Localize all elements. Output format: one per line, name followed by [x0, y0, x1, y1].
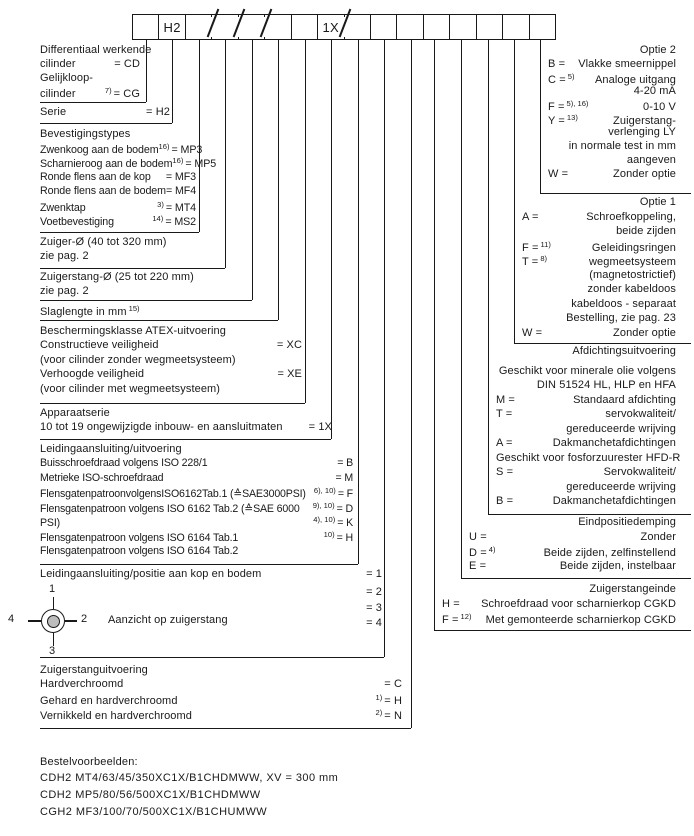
option-row	[40, 708, 402, 723]
section-title: Zuigerstanguitvoering	[40, 664, 148, 676]
example-code: CDH2 MP5/80/56/500XC1X/B1CHDMWW	[40, 788, 261, 801]
section-title: Apparaatserie	[40, 407, 110, 419]
option-row	[469, 531, 676, 546]
option-label: Zuigerstang-Ø (25 tot 220 mm)	[40, 271, 194, 283]
option-row	[496, 365, 676, 380]
option-label: Flensgatenpatroon volgens ISO 6162 Tab.2 (≙SAE 6000	[40, 502, 300, 515]
option-text: kabeldoos - separaat	[571, 297, 676, 310]
section-afdichtingsuitvoering	[496, 345, 681, 510]
option-row	[40, 678, 402, 693]
option-row	[496, 379, 676, 394]
option-code: $^{10)}$ = H	[323, 529, 353, 544]
option-row	[40, 214, 196, 228]
option-code: = 3	[366, 601, 382, 614]
option-row	[469, 545, 676, 560]
option-row	[40, 156, 217, 171]
option-code: A =	[496, 437, 513, 449]
option-code: $^{16)}$ = MP3	[158, 142, 203, 156]
option-text: Beide zijden, instelbaar	[559, 559, 676, 572]
option-label: cilinder	[40, 58, 76, 70]
order-examples	[40, 756, 338, 823]
section-rule	[40, 300, 252, 301]
option-row	[548, 58, 676, 72]
dial-label-3: 3	[49, 645, 56, 657]
section-rule	[40, 403, 305, 404]
section-rule	[40, 728, 411, 729]
option-row	[40, 142, 203, 156]
option-code: T =	[496, 408, 513, 420]
option-code: = C	[384, 678, 402, 690]
option-row	[40, 545, 353, 560]
dial-inner-circle-icon	[47, 615, 60, 628]
option-code: F = $^{11)}$	[522, 239, 551, 254]
option-text: gereduceerde wrijving	[566, 422, 676, 435]
option-code: $^{1)}$ = H	[375, 692, 402, 707]
option-code: $^{6), 10)}$ = F	[313, 486, 353, 501]
option-row	[40, 185, 196, 199]
option-label: Gehard en hardverchroomd	[40, 694, 178, 707]
option-text: Met gemonteerde scharnierkop CGKD	[485, 614, 676, 627]
connector-line	[384, 40, 385, 657]
option-label: PSI)	[40, 517, 61, 530]
code-cell	[396, 15, 422, 39]
section-rule	[40, 123, 172, 124]
option-text: Zonder optie	[613, 326, 676, 339]
connector-line	[331, 40, 332, 439]
section-zuigerstang-diameter	[40, 271, 255, 299]
section-zuiger-diameter	[40, 236, 240, 264]
connector-line	[461, 40, 462, 578]
option-code: F = $^{5), 16)}$	[548, 99, 589, 114]
option-label: Flensgatenpatroon volgens ISO 6164 Tab.1	[40, 531, 239, 544]
option-row	[40, 72, 140, 86]
dial-label-4: 4	[8, 613, 15, 625]
option-row	[522, 254, 676, 269]
section-rule	[40, 564, 358, 565]
option-code: H =	[442, 597, 460, 610]
option-code: $^{4), 10)}$ = K	[313, 515, 353, 530]
option-row	[40, 58, 140, 72]
option-label: Zwenkoog aan de bodem	[40, 144, 159, 156]
option-code: = H2	[146, 106, 170, 118]
option-text: Geschikt voor fosforzuurester HFD-R	[496, 451, 681, 464]
section-cilinder-type	[40, 44, 152, 100]
connector-line	[540, 40, 541, 193]
option-row	[522, 298, 676, 313]
option-row	[522, 211, 676, 226]
option-label: Constructieve veiligheid	[40, 339, 159, 351]
option-label: Zuiger-Ø (40 tot 320 mm)	[40, 236, 167, 248]
option-row	[40, 339, 302, 354]
section-rule	[40, 657, 384, 658]
option-code: = 1X	[308, 421, 332, 433]
option-label: Serie	[40, 106, 67, 118]
option-text: DIN 51524 HL, HLP en HFA	[536, 379, 676, 391]
option-code: = B	[337, 457, 353, 469]
option-text: aangeven	[626, 153, 676, 166]
option-label: Scharnieroog aan de bodem	[40, 158, 173, 171]
option-row	[496, 481, 676, 496]
connector-line	[252, 40, 253, 300]
option-row	[40, 106, 170, 120]
section-title: Optie 2	[639, 44, 676, 56]
option-code: T = $^{8)}$	[522, 254, 548, 268]
option-row	[40, 304, 280, 318]
option-row	[522, 312, 676, 327]
option-text: (magnetostrictief)	[589, 268, 676, 281]
option-row	[548, 140, 676, 154]
option-row	[548, 126, 676, 140]
option-label: 10 tot 19 ongewijzigde inbouw- en aansluitmaten	[40, 421, 283, 433]
option-code: C = $^{5)}$	[548, 71, 575, 86]
option-code: = XE	[277, 368, 302, 381]
option-text: Analoge uitgang	[594, 73, 676, 86]
option-row	[40, 383, 302, 398]
option-row	[496, 394, 676, 409]
section-leidingaansluiting-uitvoering	[40, 443, 353, 559]
option-code: = MF3	[165, 170, 196, 183]
option-row	[40, 271, 255, 285]
option-row	[548, 85, 676, 99]
option-row	[40, 515, 353, 530]
option-text: Bestelling, zie pag. 23	[566, 312, 676, 324]
option-label: Hardverchroomd	[40, 678, 124, 690]
section-atex	[40, 325, 302, 398]
option-text: Zuigerstang-	[613, 114, 676, 127]
connector-line	[514, 40, 515, 343]
option-text: servokwaliteit/	[605, 408, 676, 420]
option-label: Gelijkloop-	[40, 72, 94, 84]
option-row	[40, 486, 353, 501]
option-code: Y = $^{13)}$	[548, 112, 578, 127]
option-row	[40, 368, 302, 383]
option-label: FlensgatenpatroonvolgensISO6162Tab.1 (≙SAE3000PSI)	[40, 488, 306, 501]
option-row	[40, 236, 240, 250]
option-row	[40, 421, 332, 436]
section-title: Bevestigingstypes	[40, 128, 131, 140]
option-label: Zwenktap	[40, 201, 86, 214]
dial-tick-top	[53, 597, 55, 609]
connector-line	[305, 40, 306, 403]
option-code: W =	[548, 167, 569, 180]
option-row	[496, 408, 676, 423]
option-label: (voor cilinder zonder wegmeetsysteem)	[40, 353, 236, 366]
code-cell	[529, 15, 555, 39]
connector-line	[172, 40, 173, 123]
section-optie-1	[522, 196, 676, 341]
option-row	[40, 457, 353, 472]
option-text: 0-10 V	[642, 101, 676, 114]
section-optie-2	[548, 44, 676, 181]
option-text: Zonder	[640, 530, 676, 543]
option-label: Vernikkeld en hardverchroomd	[40, 709, 192, 722]
option-row	[40, 354, 302, 369]
option-label: Buisschroefdraad volgens ISO 228/1	[40, 457, 208, 469]
section-serie	[40, 106, 170, 120]
option-row	[522, 225, 676, 240]
dial-label-2: 2	[81, 613, 88, 625]
option-text: verlenging LY	[608, 126, 676, 139]
section-slaglengte	[40, 304, 280, 318]
option-row	[548, 168, 676, 182]
option-code: $^{14)}$ = MS2	[152, 213, 196, 228]
code-cell	[370, 15, 396, 39]
code-cell	[291, 15, 317, 39]
connector-line	[278, 40, 279, 320]
code-cell: H2	[158, 15, 184, 39]
section-eindpositiedemping	[469, 516, 676, 574]
option-code: $^{7)}$ = CG	[104, 86, 140, 100]
option-code: = 4	[366, 616, 382, 629]
option-code: E =	[469, 559, 487, 572]
example-code: CGH2 MF3/100/70/500XC1X/B1CHUMWW	[40, 805, 268, 818]
option-label: Ronde flens aan de kop	[40, 170, 151, 183]
option-code: = MF4	[165, 185, 197, 198]
section-rule	[514, 343, 691, 344]
option-label: Ronde flens aan de bodem	[40, 185, 166, 198]
option-text: Geschikt voor minerale olie volgens	[498, 364, 676, 377]
option-text: Dakmanchetafdichtingen	[552, 495, 676, 507]
dial-tick-right	[65, 620, 77, 622]
option-label: Voetbevestiging	[40, 215, 114, 228]
connector-line	[488, 40, 489, 514]
option-code: B =	[548, 58, 566, 70]
option-code: $^{9), 10)}$ = D	[312, 500, 353, 515]
dial-tick-left	[28, 620, 41, 622]
code-cell	[423, 15, 449, 39]
option-row	[522, 283, 676, 298]
code-cell: 1X	[317, 15, 343, 39]
option-row	[40, 250, 240, 264]
section-rule	[434, 630, 691, 631]
option-label: cilinder	[40, 88, 76, 100]
section-rule	[461, 578, 691, 579]
section-bevestigingstypes	[40, 128, 217, 228]
dial-caption: Aanzicht op zuigerstang	[108, 614, 228, 626]
connector-line	[434, 40, 435, 630]
section-rule	[40, 102, 146, 103]
option-row	[522, 327, 676, 342]
option-text: Geleidingsringen	[591, 241, 676, 254]
option-code: = 2	[366, 585, 382, 598]
option-text: Schroefkoppeling,	[586, 210, 676, 223]
section-rule	[488, 514, 691, 515]
option-code: $^{2)}$ = N	[375, 707, 402, 722]
section-title: Beschermingsklasse ATEX-uitvoering	[40, 325, 226, 337]
option-label: Verhoogde veiligheid	[40, 368, 145, 381]
option-row	[40, 501, 353, 516]
option-row	[40, 171, 196, 185]
option-row	[469, 560, 676, 575]
section-rule	[40, 232, 199, 233]
option-row	[522, 240, 676, 255]
option-text: Zonder optie	[613, 167, 676, 180]
option-text: zonder kabeldoos	[587, 283, 676, 295]
option-row	[496, 451, 681, 467]
connector-line	[411, 40, 412, 728]
option-row	[496, 495, 676, 510]
connector-line	[225, 40, 226, 268]
option-label: Flensgatenpatroon volgens ISO 6164 Tab.2	[40, 544, 239, 557]
option-row	[40, 44, 152, 58]
option-text: Schroefdraad voor scharnierkop CGKD	[481, 597, 676, 610]
option-code: F = $^{12)}$	[442, 612, 472, 627]
option-row	[548, 99, 676, 113]
option-row	[548, 113, 676, 127]
connector-line	[199, 40, 200, 232]
connector-line	[358, 40, 359, 564]
option-text: Dakmanchetafdichtingen	[552, 437, 676, 449]
option-text: 4-20 mA	[633, 85, 676, 98]
option-text: Servokwaliteit/	[603, 466, 676, 478]
option-row	[522, 269, 676, 284]
section-apparaatserie	[40, 407, 332, 436]
option-code: $^{16)}$ = MP5	[172, 156, 217, 171]
option-label: Differentiaal werkende	[40, 44, 152, 56]
code-cell	[133, 15, 158, 39]
section-title: Eindpositiedemping	[578, 516, 676, 528]
option-row	[40, 693, 402, 708]
option-code: W =	[522, 326, 543, 339]
section-title: Afdichtingsuitvoering	[572, 345, 676, 357]
section-title: Leidingaansluiting/positie aan kop en bodem	[40, 568, 262, 580]
option-code: B =	[496, 495, 514, 507]
option-code: D = $^{4)}$	[469, 545, 496, 560]
code-cell	[476, 15, 502, 39]
option-code: S =	[496, 466, 514, 478]
dial-label-1: 1	[49, 583, 56, 595]
section-rule	[40, 320, 278, 321]
section-title: Leidingaansluiting/uitvoering	[40, 443, 182, 455]
code-cell	[502, 15, 528, 39]
option-code: = CD	[114, 58, 140, 70]
option-code: U =	[469, 530, 487, 543]
section-rule	[40, 439, 331, 440]
option-code: $^{3)}$ = MT4	[157, 199, 196, 214]
option-row	[40, 200, 196, 214]
option-code: = 1	[366, 568, 382, 580]
option-row	[442, 598, 676, 613]
option-text: gereduceerde wrijving	[566, 480, 676, 493]
section-title: Zuigerstangeinde	[589, 583, 676, 595]
section-zuigerstanguitvoering	[40, 664, 402, 723]
option-text: Vlakke smeernippel	[578, 58, 676, 70]
option-label: (voor cilinder met wegmeetsysteem)	[40, 383, 221, 396]
examples-title: Bestelvoorbeelden:	[40, 756, 138, 768]
option-label: zie pag. 2	[40, 250, 89, 262]
option-label: zie pag. 2	[40, 285, 89, 297]
option-label: Metrieke ISO-schroefdraad	[40, 471, 164, 484]
option-row	[40, 285, 255, 299]
option-row	[496, 437, 676, 452]
option-row	[40, 530, 353, 545]
option-row	[40, 472, 353, 487]
section-zuigerstangeinde	[442, 583, 676, 627]
example-code: CDH2 MT4/63/45/350XC1X/B1CHDMWW, XV = 300 mm	[40, 772, 339, 784]
option-label: Slaglengte in mm $^{15)}$	[40, 304, 140, 318]
option-code: M =	[496, 393, 515, 406]
section-rule	[540, 193, 691, 194]
option-text: beide zijden	[616, 225, 676, 237]
option-row	[548, 72, 676, 86]
section-rule	[40, 268, 225, 269]
option-text: Standaard afdichting	[573, 393, 676, 406]
option-row	[548, 154, 676, 168]
option-row	[496, 423, 676, 438]
option-text: Beide zijden, zelfinstellend	[543, 547, 676, 560]
section-title: Optie 1	[639, 196, 676, 208]
option-code: = XC	[276, 339, 302, 351]
option-text: in normale test in mm	[568, 140, 676, 153]
option-code: A =	[522, 210, 539, 223]
option-text: wegmeetsysteem	[589, 256, 676, 268]
option-code: = M	[335, 471, 353, 484]
code-cell	[449, 15, 475, 39]
option-row	[496, 466, 676, 481]
option-row	[442, 612, 676, 627]
option-row	[40, 86, 140, 100]
